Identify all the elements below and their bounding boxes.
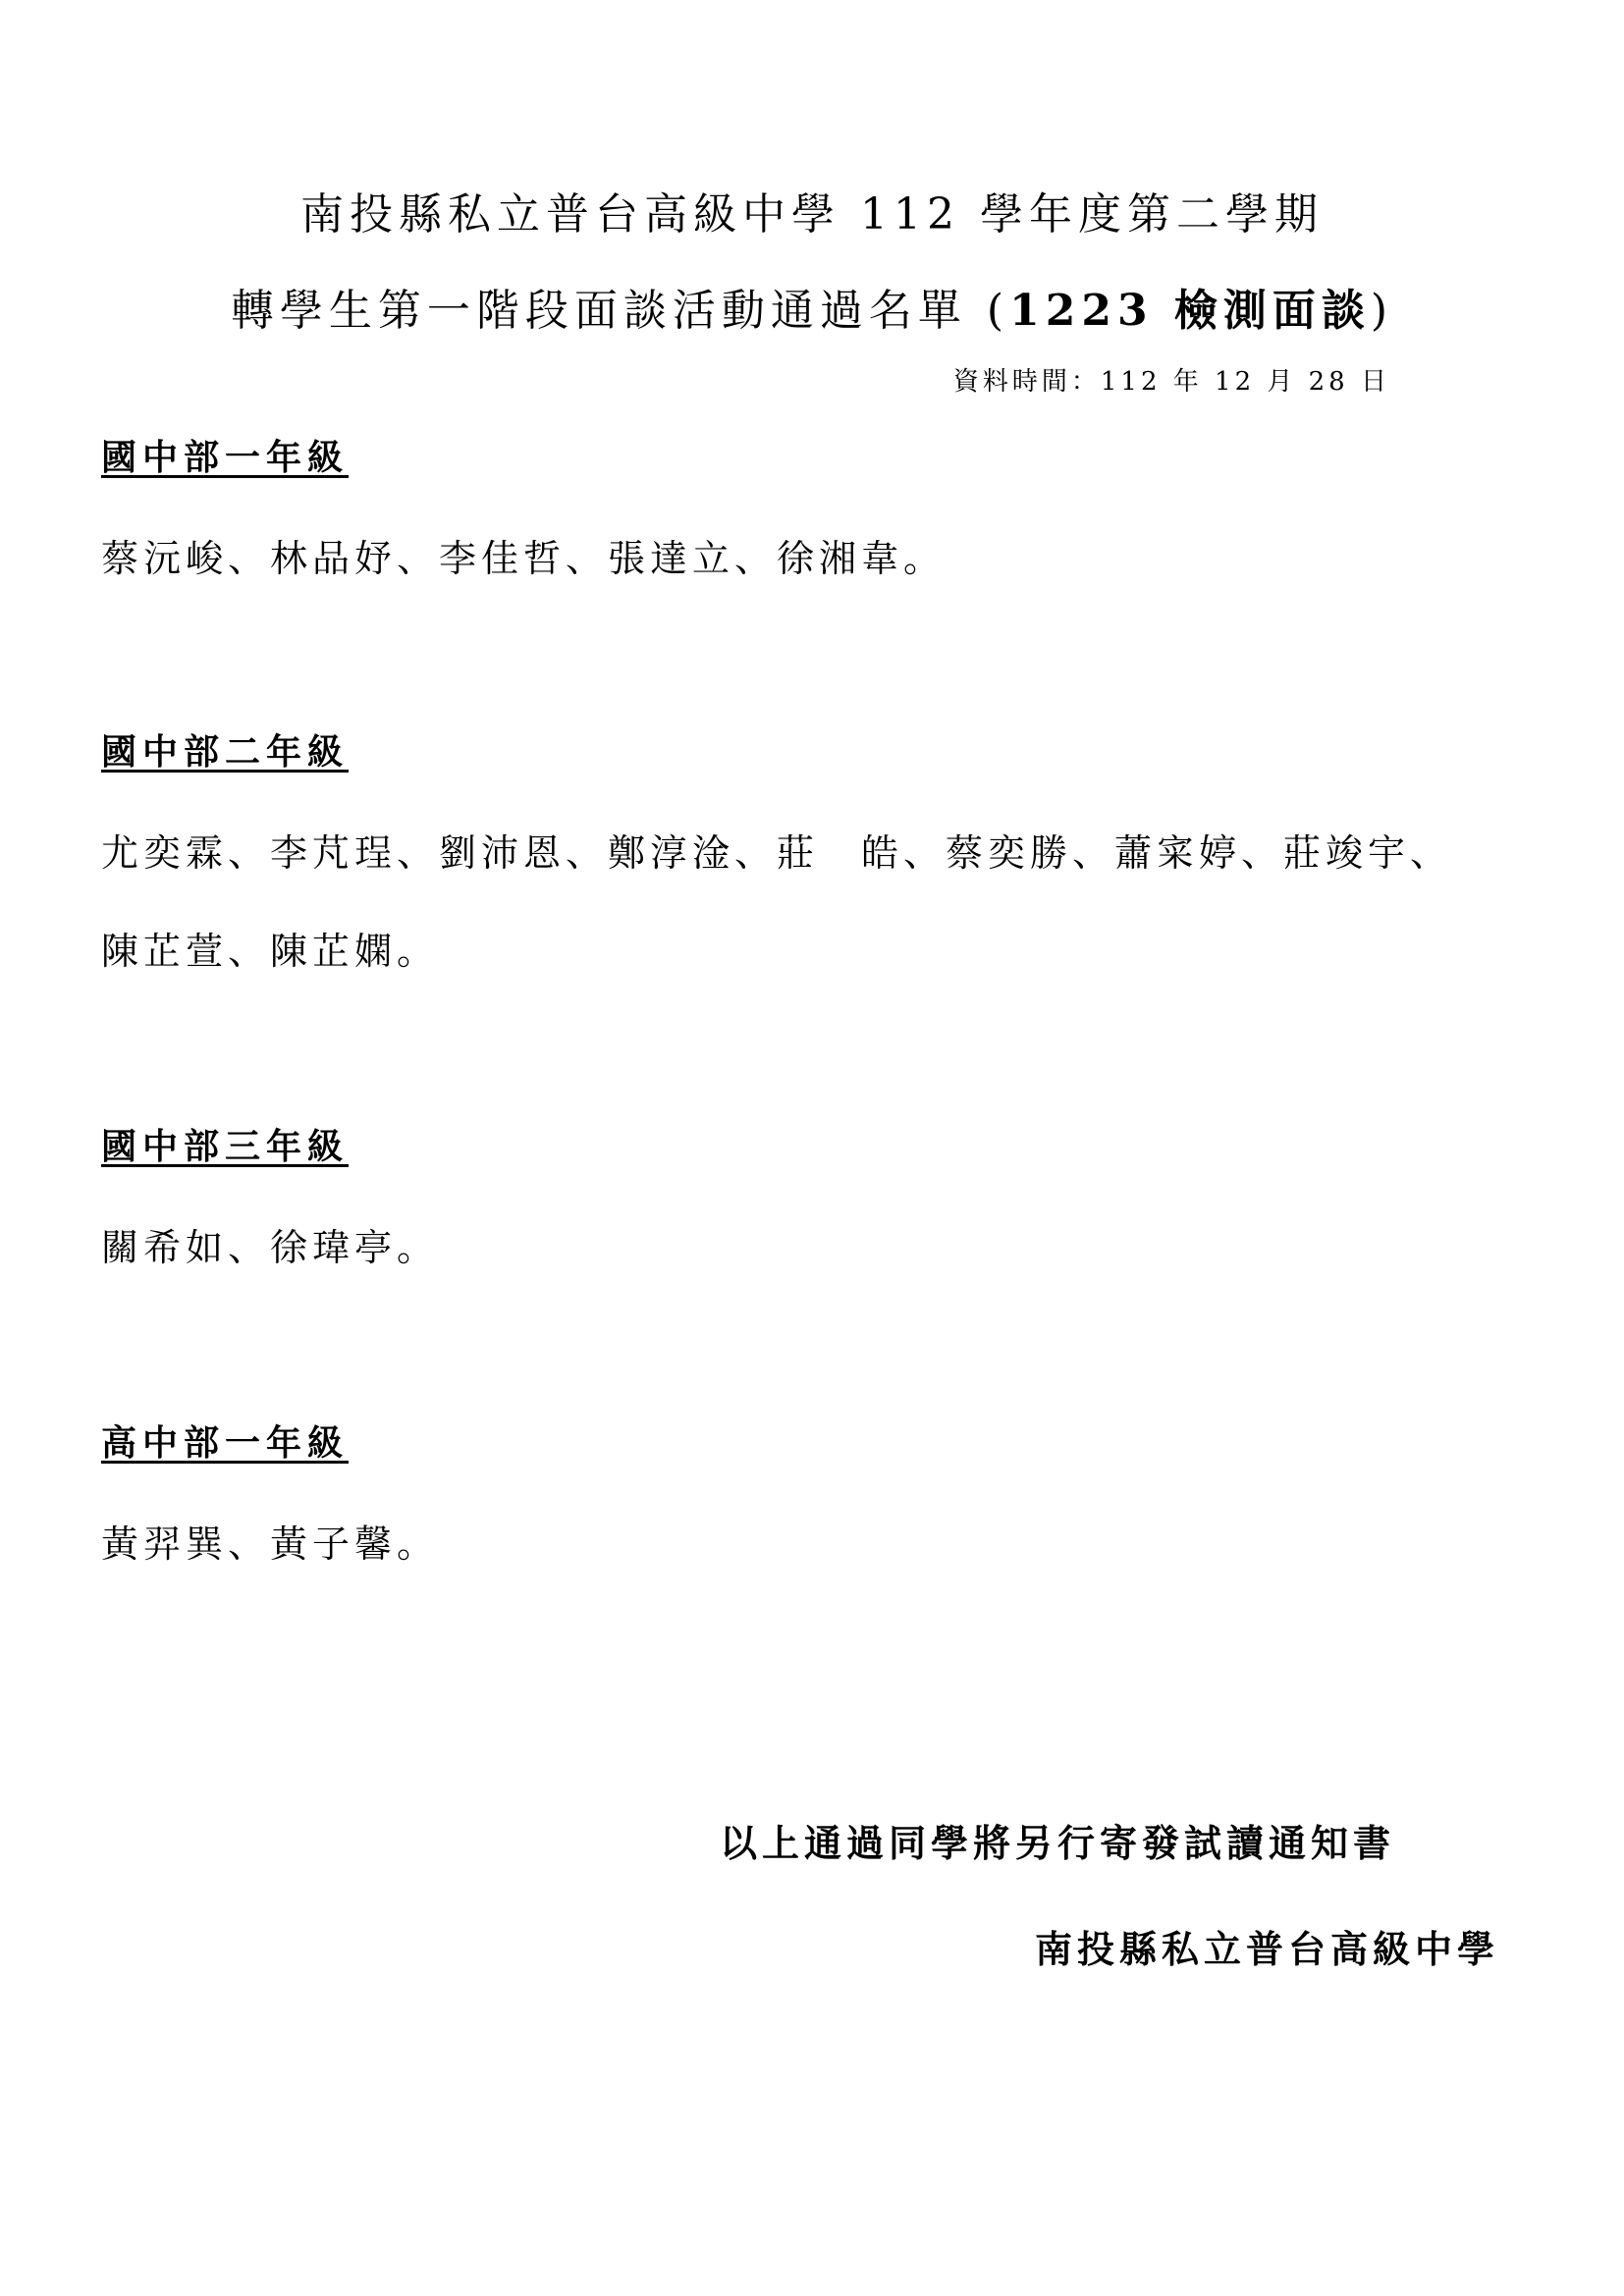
section-heading-junior-grade1: 國中部一年級	[101, 437, 350, 478]
names-senior-grade1: 黃羿巽、黃子馨。	[101, 1522, 440, 1566]
names-junior-grade2-line2: 陳芷萱、陳芷嫻。	[101, 930, 440, 973]
document-title-line1: 南投縣私立普台高級中學 112 學年度第二學期	[300, 189, 1324, 240]
document-title-line2	[0, 275, 1624, 338]
names-junior-grade3: 關希如、徐瑋亭。	[101, 1226, 440, 1269]
section-heading-senior-grade1: 高中部一年級	[101, 1422, 350, 1464]
title-line2-prefix: 轉學生第一階段面談活動通過名單 (	[230, 286, 1010, 336]
section-heading-junior-grade3: 國中部三年級	[101, 1126, 350, 1167]
footer-note: 以上通過同學將另行寄發試讀通知書	[720, 1821, 1396, 1865]
names-junior-grade1: 蔡沅峻、林品妤、李佳哲、張達立、徐湘韋。	[101, 537, 947, 580]
data-date: 資料時間：112 年 12 月 28 日	[952, 367, 1390, 397]
section-heading-junior-grade2: 國中部二年級	[101, 731, 350, 773]
names-junior-grade2-line1: 尤奕霖、李芃珵、劉沛恩、鄭淳淦、莊 皓、蔡奕勝、蕭寀婷、莊竣宇、	[101, 831, 1453, 875]
title-line2-suffix: )	[1370, 286, 1394, 336]
footer-signature: 南投縣私立普台高級中學	[1035, 1927, 1500, 1971]
title-line2-bold: 1223 檢測面談	[1009, 286, 1371, 336]
